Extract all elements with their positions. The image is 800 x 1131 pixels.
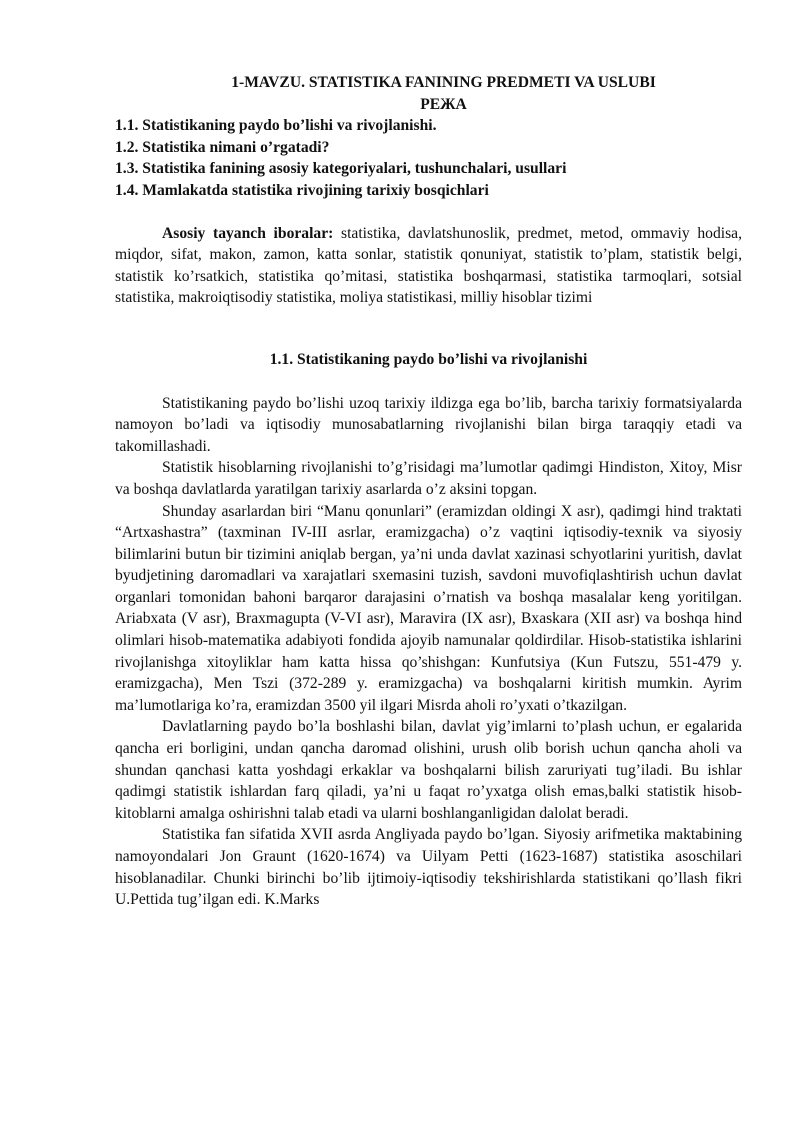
- plan-item-2: 1.2. Statistika nimani o’rgatadi?: [115, 138, 330, 156]
- keywords-label: Asosiy tayanch iboralar:: [162, 224, 334, 242]
- keywords-paragraph: [115, 223, 742, 309]
- paragraph-4: Davlatlarning paydo bo’la boshlashi bilan, davlat yig’imlarni to’plash uchun, er egalarida qancha eri borligini, undan qancha daromad olishini, urush olib borish uchun qancha aholi va shundan qanchasi katta yoshdagi erkaklar va boshqalarni bilish zaruriyati tug’iladi. Bu ishlar qadimgi statistik ishlardan farq qiladi, ya’ni u faqat ro’yxatga olish emas,balki statistik hisob-kitoblarni amalga oshirishni talab etadi va ularni boshlanganligidan dalolat beradi.: [115, 718, 742, 822]
- paragraph-5: Statistika fan sifatida XVII asrda Angliyada paydo bo’lgan. Siyosiy arifmetika maktabining namoyondalari Jon Graunt (1620-1674) va Uilyam Petti (1623-1687) statistika asoschilari hisoblanadilar. Chunki birinchi bo’lib ijtimoiy-iqtisodiy tekshirishlarda statistikani qo’llash fikri U.Pettida tug’ilgan edi. K.Marks: [115, 826, 742, 909]
- paragraph-1: Statistikaning paydo bo’lishi uzoq tarixiy ildizga ega bo’lib, barcha tarixiy formatsiyalarda namoyon bo’ladi va iqtisodiy munosabatlarning rivojlanishi bilan birga taraqqiy etadi va takomillashadi.: [115, 394, 742, 455]
- plan-item-3: 1.3. Statistika fanining asosiy kategoriyalari, tushunchalari, usullari: [115, 160, 567, 178]
- plan-heading: РЕЖА: [420, 95, 467, 113]
- document-title: 1-MAVZU. STATISTIKA FANINING PREDMETI VA USLUBI: [231, 74, 656, 91]
- plan-item-4: 1.4. Mamlakatda statistika rivojining tarixiy bosqichlari: [115, 181, 489, 199]
- plan-list: [115, 115, 742, 201]
- body-text: [115, 393, 742, 911]
- paragraph-2: Statistik hisoblarning rivojlanishi to’g’risidagi ma’lumotlar qadimgi Hindiston, Xitoy, Misr va boshqa davlatlarda yaratilgan tarixiy asarlarda o’z aksini topgan.: [115, 459, 742, 498]
- keywords-text: statistika, davlatshunoslik, predmet, metod, ommaviy hodisa, miqdor, sifat, makon, zamon, katta sonlar, statistik qonuniyat, statistik to’plam, statistik belgi, statistik ko’rsatkich, statistika qo’mitasi, statistika boshqarmasi, statistika tarmoqlari, sotsial statistika, makroiqtisodiy statistika, moliya statistikasi, milliy hisoblar tizimi: [115, 224, 742, 307]
- document-page: [115, 72, 742, 911]
- plan-item-1: 1.1. Statistikaning paydo bo’lishi va rivojlanishi.: [115, 117, 437, 135]
- paragraph-3: Shunday asarlardan biri “Manu qonunlari” (eramizdan oldingi X asr), qadimgi hind traktati “Artxashastra” (taxminan IV-III asrlar, eramizgacha) o’z vaqtini iqtisodiy-texnik va siyosiy bilimlarini butun bir tizimini aniqlab bergan, ya’ni unda davlat xazinasi schyotlarini yuritish, davlat byudjetining daromadlari va xarajatlari sxemasini tuzish, savdoni muvofiqlashtirish uchun davlat organlari tomonidan bahoni barqaror darajasini o’rnatish va boshqa masalalar keng yoritilgan. Ariabxata (V asr), Braxmagupta (V-VI asr), Maravira (IX asr), Bxaskara (XII asr) va boshqa hind olimlari hisob-matematika adabiyoti fondida ajoyib namunalar qoldirdilar. Hisob-statistika ishlarini rivojlanishga xitoyliklar ham katta hissa qo’shishgan: Kunfutsiya (Kun Futszu, 551-479 y. eramizgacha), Men Tszi (372-289 y. eramizgacha) va boshqalarni kiritish mumkin. Ayrim ma’lumotlariga ko’ra, eramizdan 3500 yil ilgari Misrda aholi ro’yxati o’tkazilgan.: [115, 502, 742, 714]
- section-heading: 1.1. Statistikaning paydo bo’lishi va rivojlanishi: [269, 350, 588, 368]
